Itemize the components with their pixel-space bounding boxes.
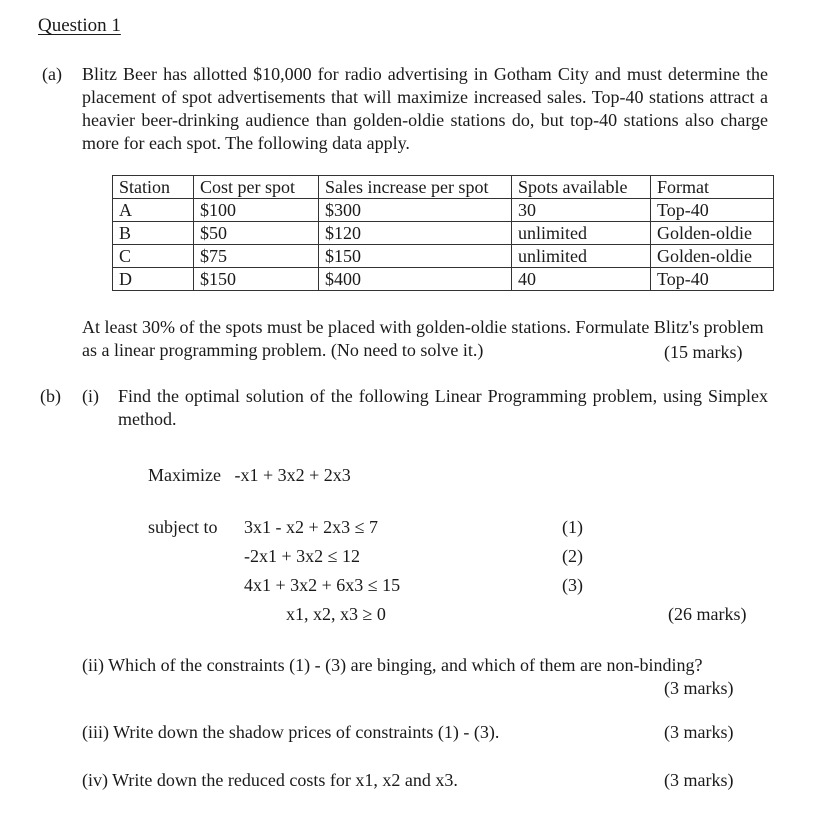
part-b-iii-text: (iii) Write down the shadow prices of constraints (1) - (3). [82, 722, 500, 742]
part-b-i-label: (i) [82, 386, 99, 406]
constraint-3: 4x1 + 3x2 + 6x3 ≤ 15 [244, 575, 401, 595]
constraint-2: -2x1 + 3x2 ≤ 12 [244, 546, 361, 566]
table-row [113, 222, 774, 245]
table-header-cell: Station [113, 176, 194, 199]
table-cell: Top-40 [651, 199, 774, 222]
table-cell: B [113, 222, 194, 245]
part-b-label: (b) [40, 386, 61, 406]
part-a-paragraph: Blitz Beer has allotted $10,000 for radio advertising in Gotham City and must determine the placement of spot advertisements that will maximize increased sales. Top-40 stations attract a heavier beer-drinking audience than golden-oldie stations do, but top-40 stations also charge more for each spot. The following data apply. [82, 64, 768, 153]
subject-to-label: subject to [148, 517, 218, 537]
part-b-iv-marks: (3 marks) [664, 770, 734, 790]
constraint-2-number: (2) [562, 546, 583, 566]
part-b-iv-text: (iv) Write down the reduced costs for x1, x2 and x3. [82, 770, 458, 790]
maximize-label: Maximize [148, 465, 221, 485]
table-cell: Golden-oldie [651, 222, 774, 245]
table-cell: 30 [512, 199, 651, 222]
part-b-i-text: Find the optimal solution of the following Linear Programming problem, using Simplex method. [118, 386, 768, 429]
table-row [113, 245, 774, 268]
table-header-cell: Cost per spot [194, 176, 319, 199]
table-cell: $400 [319, 268, 512, 291]
table-cell: $50 [194, 222, 319, 245]
constraint-3-number: (3) [562, 575, 583, 595]
part-a-marks: (15 marks) [664, 342, 743, 362]
table-cell: A [113, 199, 194, 222]
table-cell: $300 [319, 199, 512, 222]
part-a-label: (a) [42, 64, 62, 84]
table-cell: Golden-oldie [651, 245, 774, 268]
table-cell: $120 [319, 222, 512, 245]
constraint-1-number: (1) [562, 517, 583, 537]
table-header-cell: Spots available [512, 176, 651, 199]
table-cell: $150 [319, 245, 512, 268]
table-row [113, 199, 774, 222]
nonnegativity-constraint: x1, x2, x3 ≥ 0 [286, 604, 386, 624]
table-cell: 40 [512, 268, 651, 291]
table-cell: unlimited [512, 222, 651, 245]
table-cell: $75 [194, 245, 319, 268]
part-b-ii-marks: (3 marks) [664, 678, 734, 698]
constraint-1: 3x1 - x2 + 2x3 ≤ 7 [244, 517, 379, 537]
table-cell: unlimited [512, 245, 651, 268]
part-b-iii-marks: (3 marks) [664, 722, 734, 742]
table-header-cell: Format [651, 176, 774, 199]
table-cell: $100 [194, 199, 319, 222]
part-b-i-marks: (26 marks) [668, 604, 747, 624]
question-title: Question 1 [38, 15, 121, 36]
table-header-row [113, 176, 774, 199]
objective-function: -x1 + 3x2 + 2x3 [234, 465, 351, 485]
part-b-ii-text: (ii) Which of the constraints (1) - (3) are binging, and which of them are non-binding? [82, 655, 703, 675]
table-cell: Top-40 [651, 268, 774, 291]
table-cell: $150 [194, 268, 319, 291]
table-header-cell: Sales increase per spot [319, 176, 512, 199]
table-cell: C [113, 245, 194, 268]
part-a-instructions: At least 30% of the spots must be placed with golden-oldie stations. Formulate Blitz's problem as a linear programming problem. (No need to solve it.) [82, 317, 764, 360]
table-row [113, 268, 774, 291]
station-data-table [112, 175, 774, 291]
table-cell: D [113, 268, 194, 291]
objective-line [148, 464, 351, 487]
